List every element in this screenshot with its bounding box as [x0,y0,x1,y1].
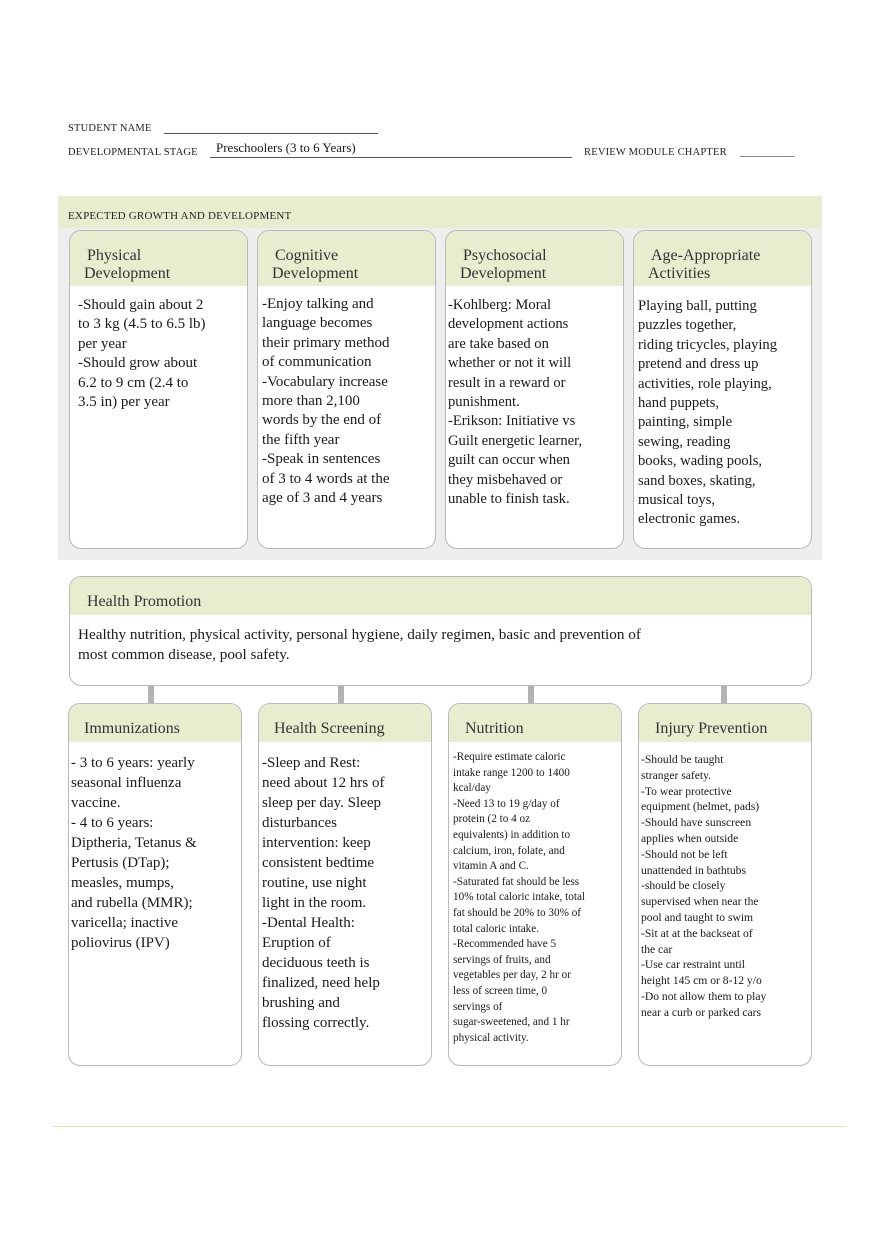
review-module-label: REVIEW MODULE CHAPTER [584,147,727,158]
cognitive-development-card [257,230,436,549]
card-title: Nutrition [449,704,621,742]
card-title: Cognitive Development [258,231,435,286]
card-title: Age-Appropriate Activities [634,231,811,286]
card-title: Health Screening [259,704,431,742]
card-body: Playing ball, putting puzzles together, riding tricycles, playing pretend and dress up activities, role playing, hand puppets, painting, simple sewing, reading books, wading pools, sand boxes, skating, musical toys, electronic games. [638,298,778,528]
review-module-field[interactable]: __________ [740,147,795,158]
footer-divider [52,1126,846,1127]
age-appropriate-activities-card [633,230,812,549]
physical-development-card [69,230,248,549]
developmental-stage-value: Preschoolers (3 to 6 Years) [216,140,356,155]
card-title: Injury Prevention [639,704,811,742]
growth-section-header [58,196,822,228]
student-name-label: STUDENT NAME [68,123,152,134]
nutrition-card [448,703,622,1066]
psychosocial-development-card [445,230,624,549]
card-body: -Should be taught stranger safety. -To wear protective equipment (helmet, pads) -Should have sunscreen applies when outside -Should not be left unattended in bathtubs -should be closely supervised when near the pool and taught to swim -Sit at at the backseat of the car -Use car restraint until height 145 cm or 8-12 y/o -Do not allow them to play near a curb or parked cars [641,753,767,1019]
health-promotion-card [69,576,812,686]
card-body: -Kohlberg: Moral development actions are take based on whether or not it will result in a reward or punishment. -Erikson: Initiative vs Guilt energetic learner, guilt can occur when they misbehaved or unable to finish task. [448,297,583,508]
card-title: Psychosocial Development [446,231,623,286]
health-promotion-title: Health Promotion [70,577,811,615]
card-body: -Enjoy talking and language becomes their primary method of communication -Vocabulary increase more than 2,100 words by the end of the fifth year -Speak in sentences of 3 to 4 words at the age of 3 and 4 years [262,296,390,507]
card-body: -Should gain about 2 to 3 kg (4.5 to 6.5 lb) per year -Should grow about 6.2 to 9 cm (2.4 to 3.5 in) per year [78,297,206,411]
growth-section-title: EXPECTED GROWTH AND DEVELOPMENT [68,210,292,222]
connector [148,686,154,704]
developmental-stage-label: DEVELOPMENTAL STAGE [68,147,198,158]
card-body: -Sleep and Rest: need about 12 hrs of sleep per day. Sleep disturbances intervention: keep consistent bedtime routine, use night light in the room. -Dental Health: Eruption of deciduous teeth is finalized, need help brushing and flossing correctly. [262,755,385,1031]
connector [528,686,534,704]
card-title: Physical Development [70,231,247,286]
injury-prevention-card [638,703,812,1066]
card-body: - 3 to 6 years: yearly seasonal influenza vaccine. - 4 to 6 years: Diptheria, Tetanus & Pertusis (DTap); measles, mumps, and rubella (MMR); varicella; inactive poliovirus (IPV) [71,755,197,951]
connector [721,686,727,704]
immunizations-card [68,703,242,1066]
connector [338,686,344,704]
student-name-field[interactable] [164,121,378,134]
card-title: Immunizations [69,704,241,742]
health-promotion-body: Healthy nutrition, physical activity, personal hygiene, daily regimen, basic and prevention of most common disease, pool safety. [78,626,641,663]
card-body: -Require estimate caloric intake range 1200 to 1400 kcal/day -Need 13 to 19 g/day of protein (2 to 4 oz equivalents) in addition to calcium, iron, folate, and vitamin A and C. -Saturated fat should be less 10% total caloric intake, total fat should be 20% to 30% of total caloric intake. -Recommended have 5 servings of fruits, and vegetables per day, 2 hr or less of screen time, 0 servings of sugar-sweetened, and 1 hr physical activity. [453,751,586,1044]
health-screening-card [258,703,432,1066]
